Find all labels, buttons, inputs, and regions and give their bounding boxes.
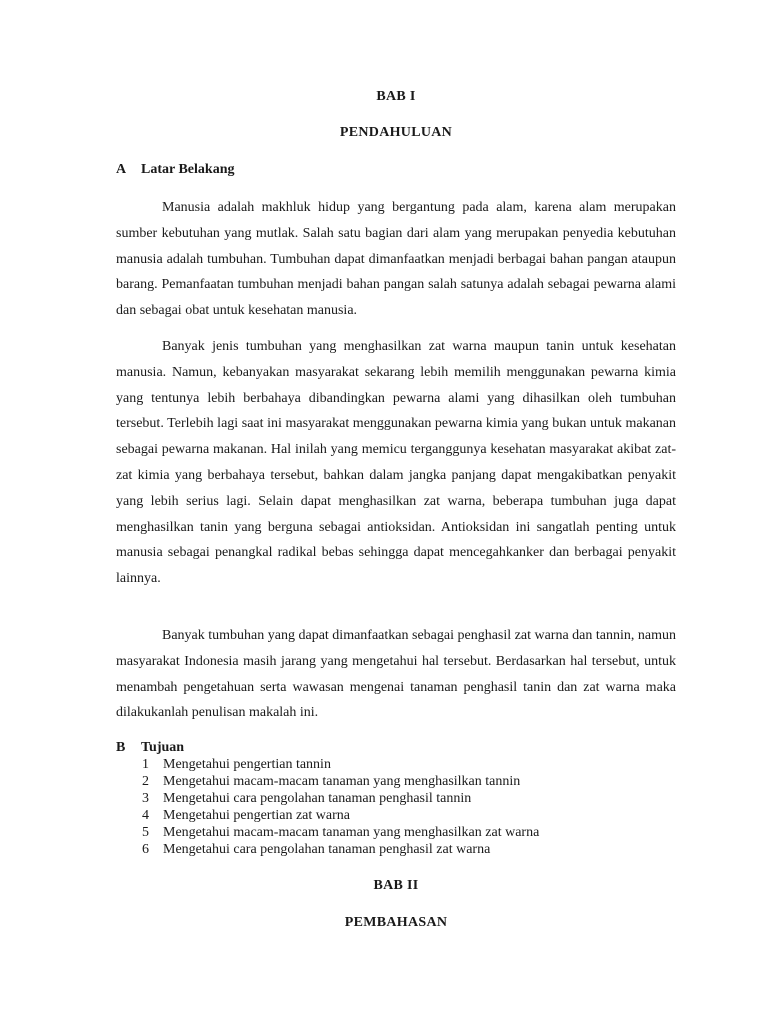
paragraph-1: Manusia adalah makhluk hidup yang bergantung pada alam, karena alam merupakan sumber kebutuhan yang mutlak. Salah satu bagian dari alam yang merupakan penyedia kebutuhan manusia adalah tumbuhan. Tumbuhan dapat dimanfaatkan menjadi berbagai bahan pangan ataupun barang. Pemanfaatan tumbuhan menjadi bahan pangan salah satunya adalah sebagai pewarna alami dan sebagai obat untuk kesehatan manusia. (116, 200, 676, 319)
list-item (142, 807, 676, 824)
paragraph-2: Banyak jenis tumbuhan yang menghasilkan zat warna maupun tanin untuk kesehatan manusia. Namun, kebanyakan masyarakat sekarang lebih memilih menggunakan pewarna kimia yang tentunya lebih berbahaya dibandingkan pewarna alami yang dihasilkan oleh tumbuhan tersebut. Terlebih lagi saat ini masyarakat menggunakan pewarna kimia yang bukan untuk makanan sebagai pewarna makanan. Hal inilah yang memicu terganggunya kesehatan masyarakat akibat zat-zat kimia yang berbahaya tersebut, bahkan dalam jangka panjang dapat mengakibatkan penyakit yang lebih serius lagi. Selain dapat menghasilkan zat warna, beberapa tumbuhan juga dapat menghasilkan tanin yang berguna sebagai antioksidan. Antioksidan ini sangatlah penting untuk manusia sebagai penangkal radikal bebas sehingga dapat mencegahkanker dan berbagai penyakit lainnya. (116, 339, 676, 587)
list-item-text: Mengetahui macam-macam tanaman yang menghasilkan zat warna (163, 825, 540, 840)
list-item-text: Mengetahui pengertian zat warna (163, 808, 350, 823)
list-item (142, 756, 676, 773)
paragraph-3: Banyak tumbuhan yang dapat dimanfaatkan sebagai penghasil zat warna dan tannin, namun masyarakat Indonesia masih jarang yang mengetahui hal tersebut. Berdasarkan hal tersebut, untuk menambah pengetahuan serta wawasan mengenai tanaman penghasil tanin dan zat warna maka dilakukanlah penulisan makalah ini. (116, 628, 676, 721)
list-item-number: 5 (142, 825, 149, 840)
list-item-text: Mengetahui cara pengolahan tanaman penghasil zat warna (163, 842, 491, 857)
section-b-letter: B (116, 740, 126, 755)
goals-list (142, 756, 676, 858)
list-item (142, 773, 676, 790)
list-item (142, 790, 676, 807)
list-item-number: 3 (142, 791, 149, 806)
list-item-number: 6 (142, 842, 149, 857)
list-item-number: 1 (142, 757, 149, 772)
list-item-text: Mengetahui macam-macam tanaman yang menghasilkan tannin (163, 774, 521, 789)
section-a-title: Latar Belakang (141, 162, 235, 177)
list-item-number: 4 (142, 808, 149, 823)
section-a-letter: A (116, 162, 127, 177)
chapter-2-number-heading: BAB II (373, 878, 419, 893)
chapter-title-heading: PENDAHULUAN (339, 125, 453, 140)
section-b-heading (116, 740, 184, 756)
chapter-number-heading: BAB I (376, 89, 416, 104)
section-b-title: Tujuan (141, 740, 185, 755)
chapter-2-title-heading: PEMBAHASAN (344, 915, 448, 930)
list-item-text: Mengetahui pengertian tannin (163, 757, 331, 772)
list-item (142, 824, 676, 841)
list-item-text: Mengetahui cara pengolahan tanaman penghasil tannin (163, 791, 472, 806)
list-item (142, 841, 676, 858)
section-a-heading (116, 162, 234, 178)
list-item-number: 2 (142, 774, 149, 789)
